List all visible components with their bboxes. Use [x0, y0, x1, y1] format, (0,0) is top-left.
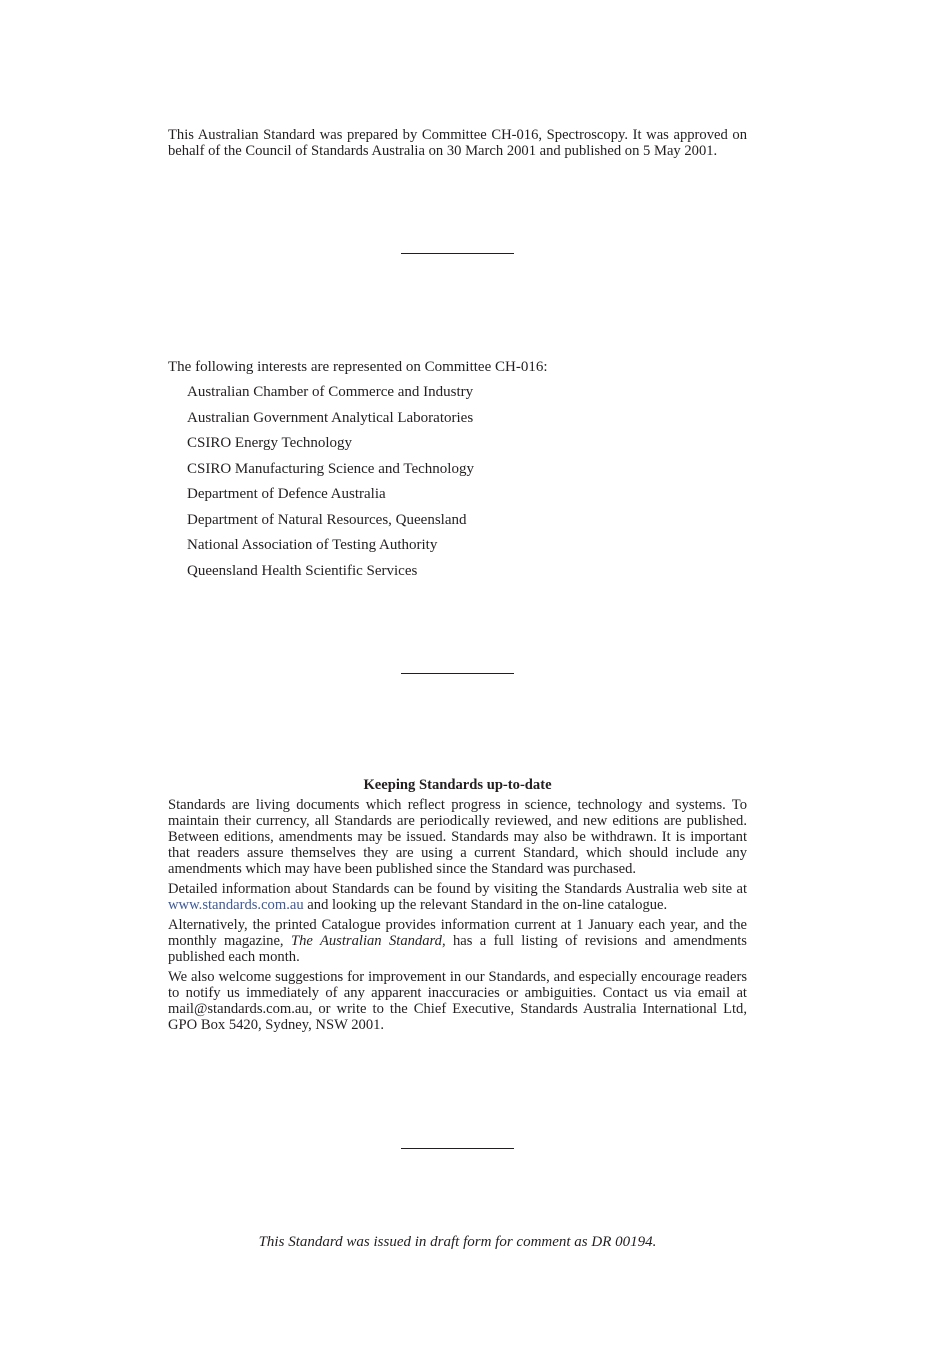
interests-list — [187, 384, 747, 588]
preparation-note-text: This Australian Standard was prepared by Committee CH-016, Spectroscopy. It was approved on behalf of the Council of Standards Australia on 30 March 2001 and published on 5 May 2001. — [168, 127, 747, 159]
interest-item: Department of Natural Resources, Queensland — [187, 511, 467, 528]
paragraph-suggestions: We also welcome suggestions for improvement in our Standards, and especially encourage readers to notify us immediately of any apparent inaccuracies or ambiguities. Contact us via email at mail@standards.com.au, or write to the Chief Executive, Standards Australia International Ltd, GPO Box 5420, Sydney, NSW 2001. — [168, 969, 747, 1033]
keeping-standards-section — [168, 777, 747, 1037]
website-link[interactable]: www.standards.com.au — [168, 897, 304, 913]
preparation-note — [168, 127, 747, 163]
paragraph-living-documents: Standards are living documents which reflect progress in science, technology and systems. To maintain their currency, all Standards are periodically reviewed, and new editions are published. Between editions, amendments may be issued. Standards may also be withdrawn. It is important that readers assure themselves they are using a current Standard, which should include any amendments which may have been published since the Standard was purchased. — [168, 797, 747, 877]
interest-item: CSIRO Manufacturing Science and Technology — [187, 460, 474, 477]
interest-item: Queensland Health Scientific Services — [187, 562, 418, 579]
paragraph-text: Detailed information about Standards can be found by visiting the Standards Australia web site at — [168, 881, 747, 897]
committee-interests — [168, 359, 747, 588]
paragraph-text: Alternatively, the printed Catalogue provides information current at 1 January each year, and the monthly magazine, — [168, 917, 747, 949]
interest-item: National Association of Testing Authority — [187, 537, 438, 553]
paragraph-text: , has a full listing of revisions and amendments published each month. — [168, 933, 747, 965]
section-heading: Keeping Standards up-to-date — [363, 777, 552, 793]
interest-item: Department of Defence Australia — [187, 486, 386, 502]
interest-item: CSIRO Energy Technology — [187, 435, 353, 451]
interests-heading: The following interests are represented on Committee CH-016: — [168, 359, 548, 375]
divider-rule — [401, 253, 514, 254]
interest-item: Australian Government Analytical Laboratories — [187, 409, 474, 426]
magazine-title: The Australian Standard — [290, 933, 442, 949]
paragraph-text: and looking up the relevant Standard in the on-line catalogue. — [303, 897, 668, 913]
draft-note: This Standard was issued in draft form for comment as DR 00194. — [258, 1234, 657, 1250]
interest-item: Australian Chamber of Commerce and Industry — [187, 384, 474, 400]
paragraph-catalogue — [168, 917, 747, 965]
divider-rule — [401, 1148, 514, 1149]
divider-rule — [401, 673, 514, 674]
paragraph-web-site — [168, 881, 747, 913]
